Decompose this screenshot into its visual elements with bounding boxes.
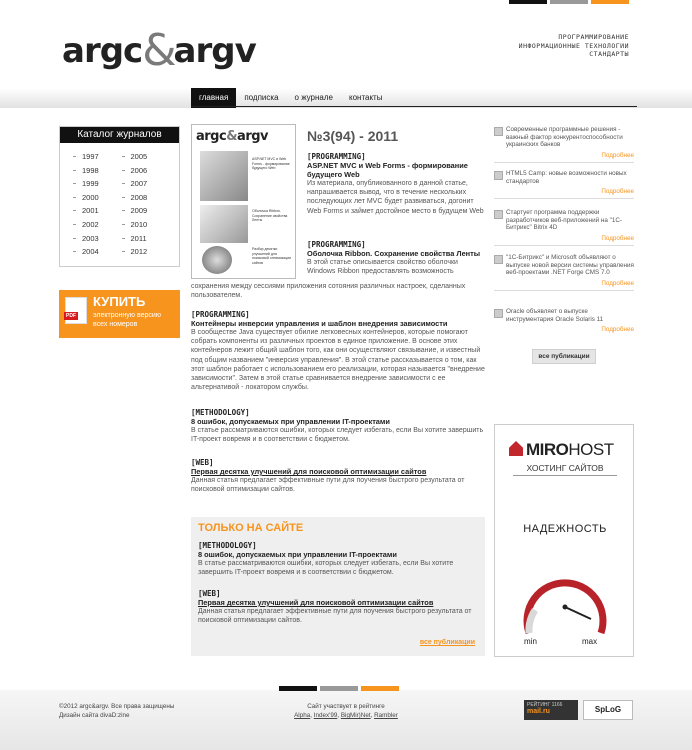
gauge-icon bbox=[515, 575, 615, 637]
article-title[interactable]: Оболочка Ribbon. Сохранение свойства Ленты bbox=[307, 249, 481, 258]
article-tag: [PROGRAMMING] bbox=[191, 310, 250, 319]
news-text[interactable]: Стартует программа поддержки разработчиков веб-приложений на "1С-Битрикс" Bitrix 4D bbox=[494, 209, 634, 232]
year-link[interactable]: 2011 bbox=[121, 232, 170, 246]
all-publications-link[interactable]: все публикации bbox=[419, 639, 475, 646]
article-desc: Данная статья предлагает эффективные пути для поучения быстрого результата от поисковой оптимизации сайтов. bbox=[191, 477, 465, 494]
buy-title: КУПИТЬ bbox=[93, 294, 146, 309]
article-title[interactable]: 8 ошибок, допускаемых при управлении IT-проектами bbox=[191, 417, 390, 426]
article-desc: Данная статья предлагает эффективные пути для поучения быстрого результата от поисковой оптимизации сайтов. bbox=[198, 608, 472, 625]
house-icon bbox=[509, 441, 523, 456]
logo-left: argc bbox=[62, 31, 143, 71]
splog-badge[interactable]: SpLoG bbox=[583, 700, 633, 720]
design-credit[interactable]: Дизайн сайта divaD:zine bbox=[59, 712, 130, 719]
article-title[interactable]: 8 ошибок, допускаемых при управлении IT-проектами bbox=[198, 550, 397, 559]
ad-title: НАДЕЖНОСТЬ bbox=[523, 523, 607, 535]
year-link[interactable]: 2012 bbox=[121, 245, 170, 259]
article bbox=[191, 408, 487, 444]
issue-cover[interactable] bbox=[191, 124, 296, 279]
top-bar-gray bbox=[550, 0, 588, 4]
news-text[interactable]: Oracle объявляет о выпуске инструментария Oracle Solaris 11 bbox=[494, 308, 634, 323]
rating-link-rambler[interactable]: Rambler bbox=[374, 712, 398, 719]
article-tag: [WEB] bbox=[191, 458, 214, 467]
article bbox=[307, 152, 487, 216]
article-tag: [PROGRAMMING] bbox=[307, 152, 366, 161]
year-link[interactable]: 2009 bbox=[121, 204, 170, 218]
article-desc: В статье рассматриваются ошибки, которых следует избегать, если Вы хотите завершить IT-проект вовремя и в соответствии с бюджетом. bbox=[191, 427, 484, 444]
nav-contacts[interactable]: контакты bbox=[348, 93, 383, 102]
only-on-site-title: ТОЛЬКО НА САЙТЕ bbox=[198, 522, 304, 534]
tagline bbox=[519, 33, 629, 59]
article-tag: [METHODOLOGY] bbox=[191, 408, 250, 417]
mirohost-ad[interactable] bbox=[494, 424, 634, 657]
cover-image bbox=[200, 205, 248, 243]
article-desc: В сообществе Java существует обилие легковесных контейнеров, которые помогают собрать компоненты из различных проектов в единое приложение. В основе этих контейнеров лежит общий шаблон того, как они осуществляют связывание, и известный под общим названием "инверсия управления". В этой статье рассказывается о том, как этот шаблон работает с использованием его реализации, которая называется "внедрение зависимости". Затем в этой статье сравнивается внедрение зависимости с ее альтернативой - локатором службы. bbox=[191, 329, 485, 392]
mailru-counter-badge[interactable] bbox=[524, 700, 578, 720]
ad-brand-a: MIRO bbox=[526, 440, 569, 459]
article-desc: сохранения между сессиями приложения сотояния различных настроек, сделанных пользователем. bbox=[191, 283, 466, 300]
ad-subtitle: ХОСТИНГ САЙТОВ bbox=[526, 463, 604, 473]
year-link[interactable]: 1999 bbox=[72, 177, 121, 191]
ad-logo bbox=[509, 440, 614, 460]
article-desc: В статье рассматриваются ошибки, которых следует избегать, если Вы хотите завершить IT-проект вовремя и в соответствии с бюджетом. bbox=[198, 560, 454, 577]
footer-bar-black bbox=[279, 686, 317, 691]
year-link[interactable]: 2006 bbox=[121, 164, 170, 178]
article bbox=[307, 240, 487, 276]
badge-name: mail.ru bbox=[527, 708, 550, 715]
footer bbox=[0, 690, 692, 750]
article-title[interactable]: ASP.NET MVC и Web Forms - формирование будущего Web bbox=[307, 161, 468, 179]
news-item bbox=[494, 209, 634, 246]
buy-subtitle bbox=[93, 312, 161, 329]
cover-image bbox=[202, 246, 232, 274]
article-tag: [WEB] bbox=[198, 589, 221, 598]
only-on-site-box bbox=[191, 517, 485, 656]
top-bar-orange bbox=[591, 0, 629, 4]
cover-logo-right: argv bbox=[237, 129, 269, 144]
badge-top-label: РЕЙТИНГ bbox=[527, 702, 551, 708]
news-more-link[interactable]: Подробнее bbox=[601, 279, 634, 287]
catalog-title: Каталог журналов bbox=[60, 127, 179, 143]
news-item bbox=[494, 254, 634, 291]
news-text[interactable]: Современные программные решения - важный фактор конкурентоспособности украинских банков bbox=[494, 126, 634, 149]
article-tag: [METHODOLOGY] bbox=[198, 541, 257, 550]
footer-bar-gray bbox=[320, 686, 358, 691]
rating-label: Сайт участвует в рейтинге bbox=[307, 703, 385, 710]
nav-subscribe[interactable]: подписка bbox=[244, 93, 279, 102]
article-title[interactable]: Контейнеры инверсии управления и шаблон внедрения зависимости bbox=[191, 319, 448, 328]
divider bbox=[494, 162, 634, 163]
cover-line: Разбор десятки улучшений для поисковой оптимизации сайтов bbox=[252, 247, 291, 265]
rating-links: Alpha, Index'99, BigMir)Net, Rambler bbox=[294, 712, 398, 719]
issue-title: №3(94) - 2011 bbox=[307, 128, 399, 144]
nav-about[interactable]: о журнале bbox=[294, 93, 333, 102]
year-link[interactable]: 2000 bbox=[72, 191, 121, 205]
ad-brand-b: HOST bbox=[568, 440, 614, 459]
year-link[interactable]: 2007 bbox=[121, 177, 170, 191]
news-item bbox=[494, 170, 634, 199]
year-link[interactable]: 2008 bbox=[121, 191, 170, 205]
year-link[interactable]: 2004 bbox=[72, 245, 121, 259]
tagline-line: СТАНДАРТЫ bbox=[589, 50, 629, 58]
year-list bbox=[60, 143, 179, 266]
article-desc: В этой статье описывается свойство оболочки Windows Ribbon предоставлять возможность bbox=[307, 259, 458, 276]
buy-banner[interactable] bbox=[59, 290, 180, 338]
rating-link-alpha[interactable]: Alpha bbox=[294, 712, 311, 719]
footer-bar-orange bbox=[361, 686, 399, 691]
year-link[interactable]: 1997 bbox=[72, 150, 121, 164]
article bbox=[191, 458, 487, 494]
article bbox=[191, 310, 487, 392]
top-color-bars bbox=[506, 0, 629, 4]
divider bbox=[513, 475, 617, 476]
logo-amp: & bbox=[142, 25, 174, 76]
cover-logo-amp: & bbox=[226, 129, 238, 144]
nav-underline bbox=[191, 106, 637, 107]
journal-catalog bbox=[59, 126, 180, 267]
all-news-button[interactable]: все публикации bbox=[532, 349, 596, 364]
year-link[interactable]: 2003 bbox=[72, 232, 121, 246]
divider bbox=[494, 245, 634, 246]
cover-line: ASP.NET MVC и Web Forms - формирование будущего Web bbox=[252, 157, 290, 170]
news-more-link[interactable]: Подробнее bbox=[601, 234, 634, 242]
news-more-link[interactable]: Подробнее bbox=[601, 151, 634, 159]
site-logo[interactable] bbox=[62, 22, 256, 76]
tagline-line: ИНФОРМАЦИОННЫЕ ТЕХНОЛОГИИ bbox=[518, 41, 629, 50]
cover-image bbox=[200, 151, 248, 201]
footer-color-bars bbox=[279, 686, 402, 691]
news-text[interactable]: HTML5 Camp: новые возможности новых стандартов bbox=[494, 170, 634, 185]
article-title[interactable]: Первая десятка улучшений для поисковой оптимизации сайтов bbox=[191, 467, 427, 476]
divider bbox=[494, 290, 634, 291]
article-tag: [PROGRAMMING] bbox=[307, 240, 366, 249]
logo-right: argv bbox=[173, 31, 256, 71]
top-bar-black bbox=[509, 0, 547, 4]
rating-link-bigmir[interactable]: BigMir)Net bbox=[340, 712, 371, 719]
news-item bbox=[494, 126, 634, 163]
news-item bbox=[494, 308, 634, 333]
news-more-link[interactable]: Подробнее bbox=[601, 188, 634, 196]
rating-link-index99[interactable]: Index'99 bbox=[313, 712, 338, 719]
year-link[interactable]: 2005 bbox=[121, 150, 170, 164]
article bbox=[198, 541, 480, 577]
year-link[interactable]: 2001 bbox=[72, 204, 121, 218]
news-text[interactable]: "1С-Битрикс" и Microsoft объявляют о выпуске новой версии системы управления веб-проектами .NET Forge CMS 7.0 bbox=[494, 254, 634, 277]
article-desc-continued bbox=[191, 282, 487, 300]
cover-line: Оболочка Ribbon. Сохранение свойства Ленты bbox=[252, 209, 288, 222]
pdf-icon bbox=[65, 297, 87, 324]
copyright-line: ©2012 argc&argv. Все права защищены bbox=[59, 703, 175, 710]
article-desc: Из материала, опубликованного в данной статье, напрашивается вывод, что в течение нескольких последующих лет MVC будет развиваться, догонит Web Forms и займет достойное место в будущем Web bbox=[307, 180, 484, 215]
year-link[interactable]: 2002 bbox=[72, 218, 121, 232]
gauge-min-label: min bbox=[524, 637, 537, 646]
nav-home[interactable]: главная bbox=[191, 88, 236, 108]
article-title[interactable]: Первая десятка улучшений для поисковой оптимизации сайтов bbox=[198, 598, 434, 607]
year-link[interactable]: 2010 bbox=[121, 218, 170, 232]
divider bbox=[494, 198, 634, 199]
cover-logo bbox=[196, 129, 291, 144]
tagline-line: ПРОГРАММИРОВАНИЕ bbox=[558, 33, 629, 41]
buy-sub-line: всех номеров bbox=[93, 320, 138, 328]
gauge-max-label: max bbox=[582, 637, 598, 646]
buy-sub-line: электронную версию bbox=[93, 312, 162, 319]
year-link[interactable]: 1998 bbox=[72, 164, 121, 178]
news-more-link[interactable]: Подробнее bbox=[601, 326, 634, 334]
article bbox=[198, 589, 480, 625]
badge-meta: 1166 bbox=[551, 702, 563, 708]
main-nav bbox=[191, 88, 390, 108]
cover-logo-left: argc bbox=[196, 129, 227, 144]
